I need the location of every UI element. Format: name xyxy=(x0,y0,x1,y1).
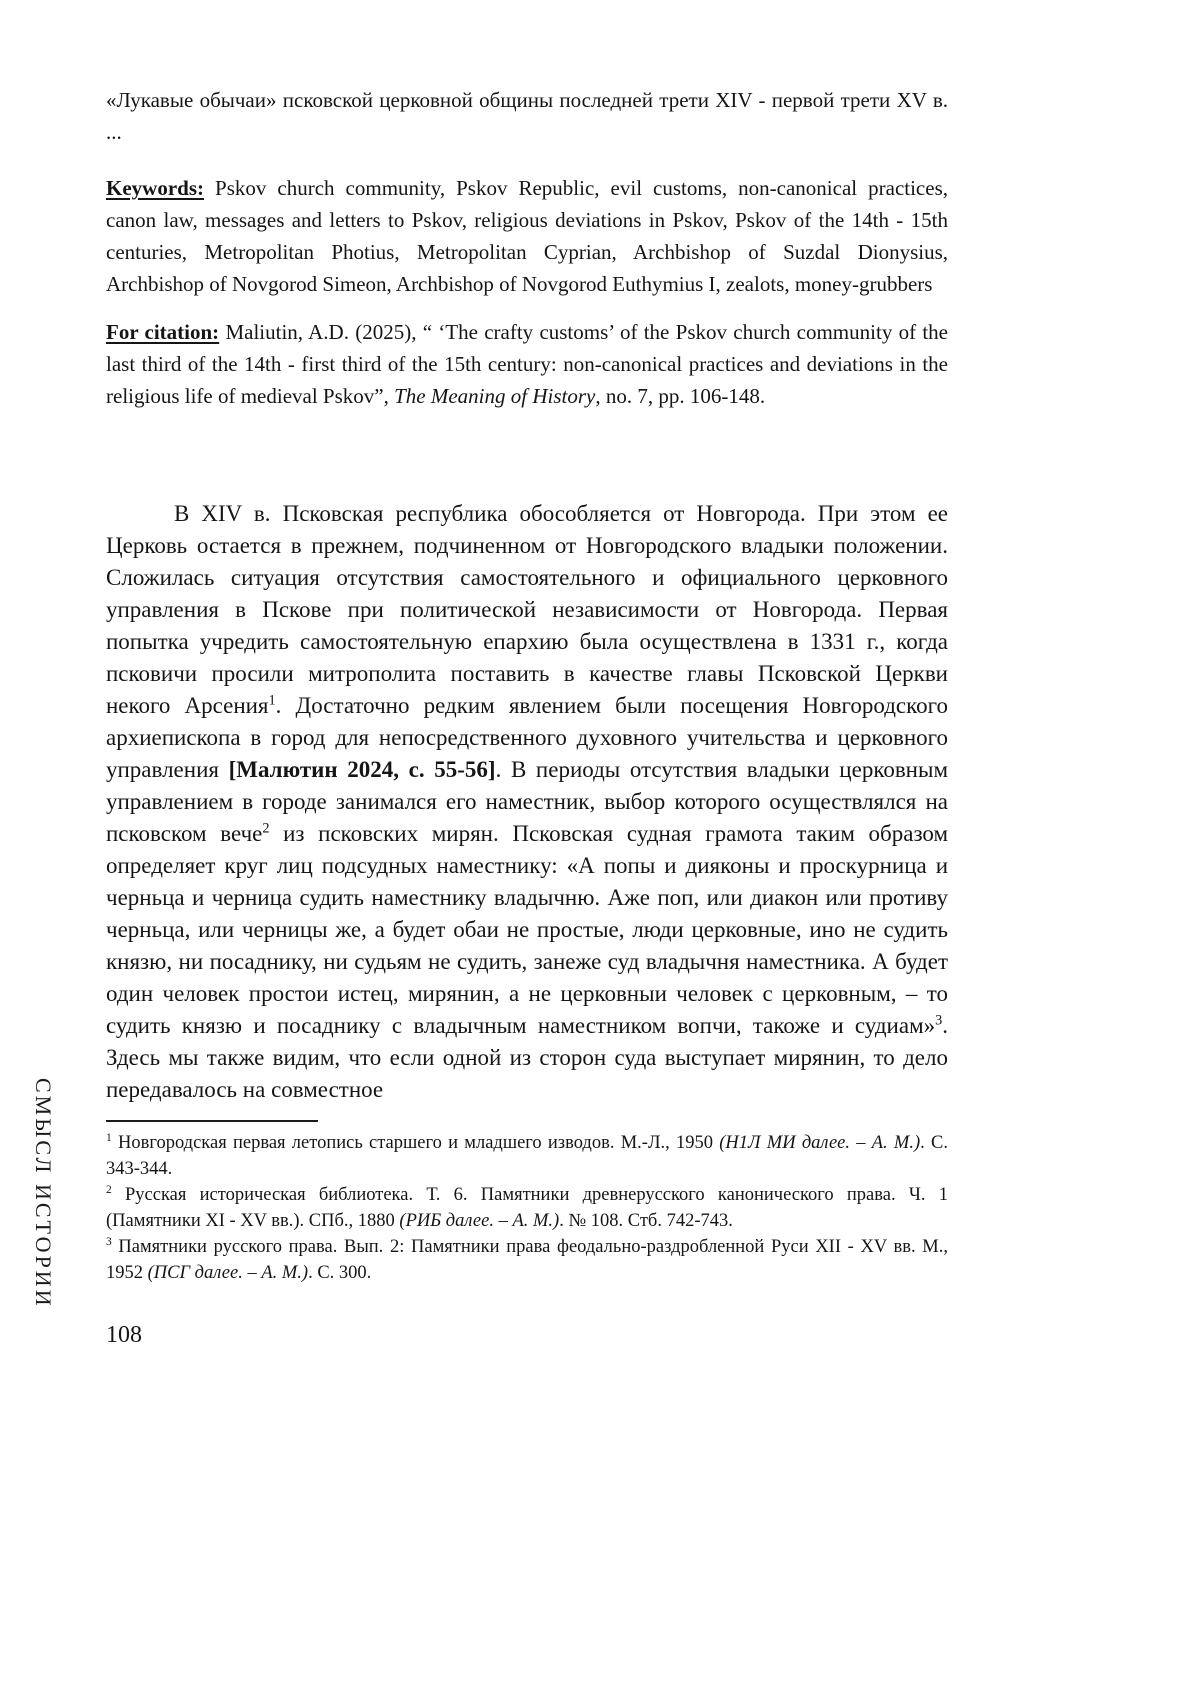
running-header: «Лукавые обычаи» псковской церковной общины последней трети XIV - первой трети XV в. ... xyxy=(106,88,948,144)
footnote-2: $^2$ Русская историческая библиотека. Т. 6. Памятники древнерусского канонического права. Ч. 1 (Памятники XI - XV вв.). СПб., 1880 (РИБ далее. – А. М.). № 108. Стб. 742-743. xyxy=(106,1183,948,1231)
footnote-3: $^3$ Памятники русского права. Вып. 2: Памятники права феодально-раздробленной Руси XII - XV вв. М., 1952 (ПСГ далее. – А. М.). С. 300. xyxy=(106,1235,948,1283)
body-paragraph: В XIV в. Псковская республика обособляется от Новгорода. При этом ее Церковь остается в прежнем, подчиненном от Новгородского владыки положении. Сложилась ситуация отсутствия самостоятельного и официального церковного управления в Пскове при политической независимости от Новгорода. Первая попытка учредить самостоятельную епархию была осуществлена в 1331 г., когда псковичи просили митрополита поставить в качестве главы Псковской Церкви некого Арсения$^1$. Достаточно редким явлением были посещения Новгородского архиепископа в город для непосредственного духовного учительства и церковного управления [Малютин 2024, с. 55-56]. В периоды отсутствия владыки церковным управлением в городе занимался его наместник, выбор которого осуществлялся на псковском вече$^2$ из псковских мирян. Псковская судная грамота таким образом определяет круг лиц подсудных наместнику: «А попы и дияконы и проскурница и черньца и черница судить наместнику владычню. Аже поп, или диакон или противу черньца, или черницы же, а будет обаи не простые, люди церковные, ино не судить князю, ни посаднику, ни судьям не судить, занеже суд владычня наместника. А будет один человек простои истец, мирянин, а не церковныи человек с церковным, – то судить князю и посаднику с владычным наместником вопчи, такоже и судиам»$^3$. Здесь мы также видим, что если одной из сторон суда выступает мирянин, то дело передавалось на совместное xyxy=(106,501,949,1102)
page-number: 108 xyxy=(106,1322,142,1348)
footnote-1: $^1$ Новгородская первая летопись старшего и младшего изводов. М.-Л., 1950 (Н1Л МИ далее. – А. М.). С. 343-344. xyxy=(106,1131,948,1179)
footnote-separator-rule xyxy=(106,1120,318,1122)
footnotes-block xyxy=(106,1130,948,1286)
keywords-paragraph xyxy=(106,172,948,300)
keywords-text: Pskov church community, Pskov Republic, evil customs, non-canonical practices, canon law, messages and letters to Pskov, religious deviations in Pskov, Pskov of the 14th - 15th centuries, Metropolitan Photius, Metropolitan Cyprian, Archbishop of Suzdal Dionysius, Archbishop of Novgorod Simeon, Archbishop of Novgorod Euthymius I, zealots, money-grubbers xyxy=(106,176,948,296)
page-content xyxy=(106,84,948,1349)
citation-label: For citation: xyxy=(106,320,220,344)
citation-text: Maliutin, A.D. (2025), “ ‘The crafty customs’ of the Pskov church community of the last third of the 14th - first third of the 15th century: non-canonical practices and deviations in the religious life of medieval Pskov”, The Meaning of History, no. 7, pp. 106-148. xyxy=(106,320,948,408)
keywords-label: Keywords: xyxy=(106,176,204,200)
journal-title-vertical: СМЫСЛ ИСТОРИИ xyxy=(31,1078,56,1309)
citation-paragraph xyxy=(106,316,948,412)
